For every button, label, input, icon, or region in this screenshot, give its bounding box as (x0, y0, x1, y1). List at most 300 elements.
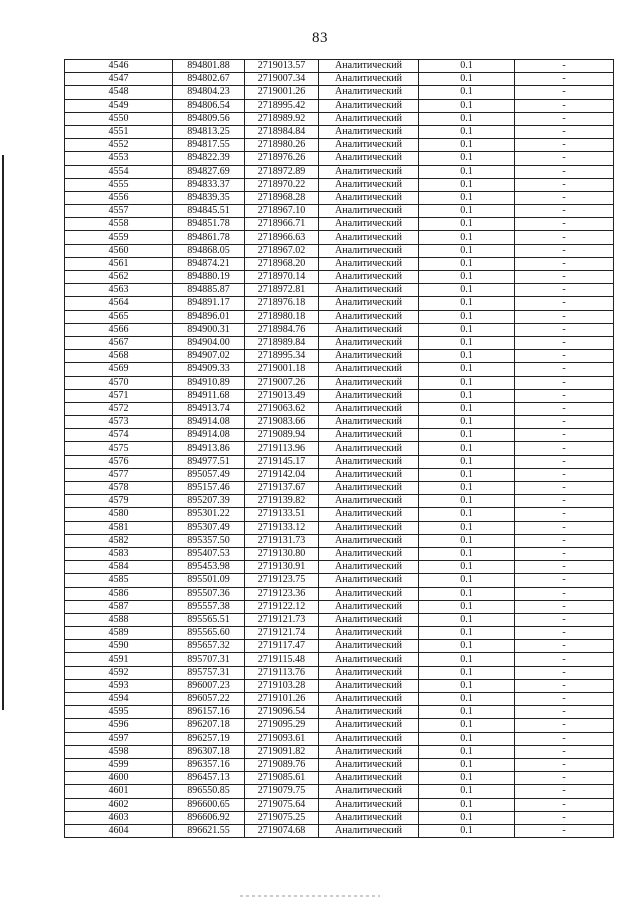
note-cell: - (515, 125, 614, 138)
point-number-cell: 4546 (65, 60, 173, 73)
table-row (65, 627, 614, 640)
point-number-cell: 4597 (65, 732, 173, 745)
method-cell: Аналитический (319, 693, 419, 706)
point-number-cell: 4580 (65, 508, 173, 521)
table-row (65, 323, 614, 336)
x-coordinate-cell: 894907.02 (173, 350, 245, 363)
x-coordinate-cell: 896621.55 (173, 824, 245, 837)
method-cell: Аналитический (319, 798, 419, 811)
accuracy-cell: 0.1 (419, 811, 515, 824)
y-coordinate-cell: 2718976.26 (245, 152, 319, 165)
x-coordinate-cell: 895557.38 (173, 600, 245, 613)
point-number-cell: 4563 (65, 284, 173, 297)
x-coordinate-cell: 894839.35 (173, 191, 245, 204)
point-number-cell: 4583 (65, 547, 173, 560)
method-cell: Аналитический (319, 389, 419, 402)
point-number-cell: 4551 (65, 125, 173, 138)
point-number-cell: 4577 (65, 468, 173, 481)
method-cell: Аналитический (319, 521, 419, 534)
x-coordinate-cell: 894913.86 (173, 442, 245, 455)
method-cell: Аналитический (319, 627, 419, 640)
accuracy-cell: 0.1 (419, 732, 515, 745)
table-row (65, 798, 614, 811)
accuracy-cell: 0.1 (419, 218, 515, 231)
note-cell: - (515, 389, 614, 402)
table-row (65, 679, 614, 692)
note-cell: - (515, 521, 614, 534)
method-cell: Аналитический (319, 587, 419, 600)
point-number-cell: 4601 (65, 785, 173, 798)
note-cell: - (515, 178, 614, 191)
note-cell: - (515, 218, 614, 231)
y-coordinate-cell: 2719117.47 (245, 640, 319, 653)
y-coordinate-cell: 2718980.18 (245, 310, 319, 323)
table-row (65, 191, 614, 204)
x-coordinate-cell: 894891.17 (173, 297, 245, 310)
table-row (65, 758, 614, 771)
table-row (65, 719, 614, 732)
method-cell: Аналитический (319, 402, 419, 415)
accuracy-cell: 0.1 (419, 495, 515, 508)
y-coordinate-cell: 2719001.26 (245, 86, 319, 99)
accuracy-cell: 0.1 (419, 666, 515, 679)
accuracy-cell: 0.1 (419, 402, 515, 415)
note-cell: - (515, 574, 614, 587)
point-number-cell: 4600 (65, 772, 173, 785)
table-row (65, 416, 614, 429)
accuracy-cell: 0.1 (419, 613, 515, 626)
accuracy-cell: 0.1 (419, 165, 515, 178)
method-cell: Аналитический (319, 785, 419, 798)
x-coordinate-cell: 896257.19 (173, 732, 245, 745)
method-cell: Аналитический (319, 257, 419, 270)
table-row (65, 561, 614, 574)
x-coordinate-cell: 894885.87 (173, 284, 245, 297)
point-number-cell: 4581 (65, 521, 173, 534)
y-coordinate-cell: 2719121.74 (245, 627, 319, 640)
y-coordinate-cell: 2719121.73 (245, 613, 319, 626)
y-coordinate-cell: 2719133.51 (245, 508, 319, 521)
point-number-cell: 4602 (65, 798, 173, 811)
table-row (65, 218, 614, 231)
y-coordinate-cell: 2719091.82 (245, 745, 319, 758)
table-row (65, 297, 614, 310)
table-row (65, 86, 614, 99)
x-coordinate-cell: 894977.51 (173, 455, 245, 468)
note-cell: - (515, 416, 614, 429)
x-coordinate-cell: 894817.55 (173, 139, 245, 152)
x-coordinate-cell: 895657.32 (173, 640, 245, 653)
note-cell: - (515, 627, 614, 640)
method-cell: Аналитический (319, 442, 419, 455)
y-coordinate-cell: 2718989.84 (245, 336, 319, 349)
x-coordinate-cell: 894913.74 (173, 402, 245, 415)
table-row (65, 653, 614, 666)
method-cell: Аналитический (319, 363, 419, 376)
accuracy-cell: 0.1 (419, 152, 515, 165)
y-coordinate-cell: 2719001.18 (245, 363, 319, 376)
x-coordinate-cell: 894806.54 (173, 99, 245, 112)
method-cell: Аналитический (319, 824, 419, 837)
point-number-cell: 4588 (65, 613, 173, 626)
method-cell: Аналитический (319, 297, 419, 310)
y-coordinate-cell: 2719075.25 (245, 811, 319, 824)
y-coordinate-cell: 2719131.73 (245, 534, 319, 547)
point-number-cell: 4552 (65, 139, 173, 152)
y-coordinate-cell: 2719113.96 (245, 442, 319, 455)
table-row (65, 389, 614, 402)
table-row (65, 508, 614, 521)
x-coordinate-cell: 894868.05 (173, 244, 245, 257)
accuracy-cell: 0.1 (419, 73, 515, 86)
accuracy-cell: 0.1 (419, 244, 515, 257)
x-coordinate-cell: 894845.51 (173, 205, 245, 218)
method-cell: Аналитический (319, 772, 419, 785)
note-cell: - (515, 561, 614, 574)
note-cell: - (515, 60, 614, 73)
table-row (65, 732, 614, 745)
table-row (65, 125, 614, 138)
accuracy-cell: 0.1 (419, 271, 515, 284)
method-cell: Аналитический (319, 323, 419, 336)
point-number-cell: 4560 (65, 244, 173, 257)
method-cell: Аналитический (319, 125, 419, 138)
y-coordinate-cell: 2719013.57 (245, 60, 319, 73)
point-number-cell: 4550 (65, 112, 173, 125)
point-number-cell: 4565 (65, 310, 173, 323)
y-coordinate-cell: 2719074.68 (245, 824, 319, 837)
method-cell: Аналитический (319, 613, 419, 626)
y-coordinate-cell: 2719083.66 (245, 416, 319, 429)
x-coordinate-cell: 894822.39 (173, 152, 245, 165)
note-cell: - (515, 666, 614, 679)
accuracy-cell: 0.1 (419, 389, 515, 402)
y-coordinate-cell: 2719089.94 (245, 429, 319, 442)
x-coordinate-cell: 896600.65 (173, 798, 245, 811)
accuracy-cell: 0.1 (419, 205, 515, 218)
y-coordinate-cell: 2719113.76 (245, 666, 319, 679)
x-coordinate-cell: 895407.53 (173, 547, 245, 560)
method-cell: Аналитический (319, 455, 419, 468)
page-number: 83 (312, 30, 328, 46)
point-number-cell: 4559 (65, 231, 173, 244)
table-row (65, 587, 614, 600)
table-row (65, 521, 614, 534)
point-number-cell: 4561 (65, 257, 173, 270)
note-cell: - (515, 297, 614, 310)
note-cell: - (515, 679, 614, 692)
method-cell: Аналитический (319, 271, 419, 284)
table-row (65, 574, 614, 587)
point-number-cell: 4593 (65, 679, 173, 692)
accuracy-cell: 0.1 (419, 191, 515, 204)
note-cell: - (515, 231, 614, 244)
table-row (65, 495, 614, 508)
note-cell: - (515, 271, 614, 284)
method-cell: Аналитический (319, 139, 419, 152)
y-coordinate-cell: 2718966.63 (245, 231, 319, 244)
method-cell: Аналитический (319, 205, 419, 218)
method-cell: Аналитический (319, 191, 419, 204)
table-row (65, 152, 614, 165)
method-cell: Аналитический (319, 178, 419, 191)
point-number-cell: 4547 (65, 73, 173, 86)
x-coordinate-cell: 894896.01 (173, 310, 245, 323)
y-coordinate-cell: 2719101.26 (245, 693, 319, 706)
note-cell: - (515, 653, 614, 666)
x-coordinate-cell: 896357.16 (173, 758, 245, 771)
accuracy-cell: 0.1 (419, 587, 515, 600)
method-cell: Аналитический (319, 244, 419, 257)
table-row (65, 613, 614, 626)
method-cell: Аналитический (319, 811, 419, 824)
y-coordinate-cell: 2719095.29 (245, 719, 319, 732)
method-cell: Аналитический (319, 547, 419, 560)
accuracy-cell: 0.1 (419, 125, 515, 138)
note-cell: - (515, 534, 614, 547)
point-number-cell: 4603 (65, 811, 173, 824)
point-number-cell: 4585 (65, 574, 173, 587)
note-cell: - (515, 811, 614, 824)
note-cell: - (515, 205, 614, 218)
y-coordinate-cell: 2719096.54 (245, 706, 319, 719)
x-coordinate-cell: 896550.85 (173, 785, 245, 798)
accuracy-cell: 0.1 (419, 798, 515, 811)
point-number-cell: 4598 (65, 745, 173, 758)
table-row (65, 811, 614, 824)
method-cell: Аналитический (319, 231, 419, 244)
point-number-cell: 4579 (65, 495, 173, 508)
table-row (65, 139, 614, 152)
method-cell: Аналитический (319, 574, 419, 587)
x-coordinate-cell: 894914.08 (173, 429, 245, 442)
x-coordinate-cell: 895707.31 (173, 653, 245, 666)
accuracy-cell: 0.1 (419, 284, 515, 297)
note-cell: - (515, 455, 614, 468)
point-number-cell: 4589 (65, 627, 173, 640)
accuracy-cell: 0.1 (419, 86, 515, 99)
note-cell: - (515, 640, 614, 653)
point-number-cell: 4573 (65, 416, 173, 429)
y-coordinate-cell: 2718967.10 (245, 205, 319, 218)
x-coordinate-cell: 896007.23 (173, 679, 245, 692)
point-number-cell: 4574 (65, 429, 173, 442)
note-cell: - (515, 165, 614, 178)
y-coordinate-cell: 2719103.28 (245, 679, 319, 692)
table-row (65, 600, 614, 613)
note-cell: - (515, 191, 614, 204)
x-coordinate-cell: 895207.39 (173, 495, 245, 508)
y-coordinate-cell: 2719007.34 (245, 73, 319, 86)
y-coordinate-cell: 2719122.12 (245, 600, 319, 613)
accuracy-cell: 0.1 (419, 99, 515, 112)
x-coordinate-cell: 894813.25 (173, 125, 245, 138)
x-coordinate-cell: 894809.56 (173, 112, 245, 125)
y-coordinate-cell: 2719063.62 (245, 402, 319, 415)
note-cell: - (515, 112, 614, 125)
table-row (65, 706, 614, 719)
accuracy-cell: 0.1 (419, 442, 515, 455)
note-cell: - (515, 257, 614, 270)
accuracy-cell: 0.1 (419, 679, 515, 692)
note-cell: - (515, 693, 614, 706)
x-coordinate-cell: 895501.09 (173, 574, 245, 587)
note-cell: - (515, 99, 614, 112)
method-cell: Аналитический (319, 534, 419, 547)
x-coordinate-cell: 894801.88 (173, 60, 245, 73)
note-cell: - (515, 719, 614, 732)
x-coordinate-cell: 895057.49 (173, 468, 245, 481)
accuracy-cell: 0.1 (419, 323, 515, 336)
method-cell: Аналитический (319, 336, 419, 349)
table-row (65, 785, 614, 798)
point-number-cell: 4591 (65, 653, 173, 666)
method-cell: Аналитический (319, 350, 419, 363)
accuracy-cell: 0.1 (419, 455, 515, 468)
point-number-cell: 4584 (65, 561, 173, 574)
note-cell: - (515, 600, 614, 613)
method-cell: Аналитический (319, 508, 419, 521)
y-coordinate-cell: 2718968.20 (245, 257, 319, 270)
point-number-cell: 4592 (65, 666, 173, 679)
accuracy-cell: 0.1 (419, 534, 515, 547)
table-row (65, 640, 614, 653)
accuracy-cell: 0.1 (419, 310, 515, 323)
x-coordinate-cell: 894874.21 (173, 257, 245, 270)
table-row (65, 244, 614, 257)
y-coordinate-cell: 2719139.82 (245, 495, 319, 508)
note-cell: - (515, 86, 614, 99)
table-row (65, 350, 614, 363)
x-coordinate-cell: 896157.16 (173, 706, 245, 719)
x-coordinate-cell: 894900.31 (173, 323, 245, 336)
accuracy-cell: 0.1 (419, 745, 515, 758)
note-cell: - (515, 495, 614, 508)
table-row (65, 693, 614, 706)
x-coordinate-cell: 894802.67 (173, 73, 245, 86)
x-coordinate-cell: 894880.19 (173, 271, 245, 284)
method-cell: Аналитический (319, 679, 419, 692)
accuracy-cell: 0.1 (419, 468, 515, 481)
point-number-cell: 4596 (65, 719, 173, 732)
y-coordinate-cell: 2718968.28 (245, 191, 319, 204)
point-number-cell: 4578 (65, 482, 173, 495)
y-coordinate-cell: 2719013.49 (245, 389, 319, 402)
table-row (65, 666, 614, 679)
note-cell: - (515, 785, 614, 798)
table-row (65, 482, 614, 495)
table-row (65, 547, 614, 560)
point-number-cell: 4553 (65, 152, 173, 165)
x-coordinate-cell: 895357.50 (173, 534, 245, 547)
accuracy-cell: 0.1 (419, 139, 515, 152)
y-coordinate-cell: 2719142.04 (245, 468, 319, 481)
method-cell: Аналитический (319, 376, 419, 389)
method-cell: Аналитический (319, 719, 419, 732)
y-coordinate-cell: 2719007.26 (245, 376, 319, 389)
y-coordinate-cell: 2719123.36 (245, 587, 319, 600)
accuracy-cell: 0.1 (419, 416, 515, 429)
note-cell: - (515, 376, 614, 389)
accuracy-cell: 0.1 (419, 60, 515, 73)
x-coordinate-cell: 895565.51 (173, 613, 245, 626)
table-row (65, 336, 614, 349)
x-coordinate-cell: 895157.46 (173, 482, 245, 495)
method-cell: Аналитический (319, 429, 419, 442)
point-number-cell: 4548 (65, 86, 173, 99)
method-cell: Аналитический (319, 165, 419, 178)
accuracy-cell: 0.1 (419, 719, 515, 732)
point-number-cell: 4564 (65, 297, 173, 310)
x-coordinate-cell: 894914.08 (173, 416, 245, 429)
point-number-cell: 4555 (65, 178, 173, 191)
y-coordinate-cell: 2719137.67 (245, 482, 319, 495)
method-cell: Аналитический (319, 86, 419, 99)
point-number-cell: 4595 (65, 706, 173, 719)
accuracy-cell: 0.1 (419, 521, 515, 534)
method-cell: Аналитический (319, 112, 419, 125)
note-cell: - (515, 508, 614, 521)
note-cell: - (515, 442, 614, 455)
accuracy-cell: 0.1 (419, 640, 515, 653)
accuracy-cell: 0.1 (419, 600, 515, 613)
point-number-cell: 4599 (65, 758, 173, 771)
y-coordinate-cell: 2718972.89 (245, 165, 319, 178)
table-row (65, 376, 614, 389)
x-coordinate-cell: 896457.13 (173, 772, 245, 785)
y-coordinate-cell: 2719085.61 (245, 772, 319, 785)
y-coordinate-cell: 2718970.14 (245, 271, 319, 284)
point-number-cell: 4572 (65, 402, 173, 415)
y-coordinate-cell: 2718984.76 (245, 323, 319, 336)
table-row (65, 205, 614, 218)
accuracy-cell: 0.1 (419, 482, 515, 495)
x-coordinate-cell: 896057.22 (173, 693, 245, 706)
accuracy-cell: 0.1 (419, 231, 515, 244)
note-cell: - (515, 402, 614, 415)
point-number-cell: 4590 (65, 640, 173, 653)
table-row (65, 310, 614, 323)
note-cell: - (515, 139, 614, 152)
y-coordinate-cell: 2718970.22 (245, 178, 319, 191)
table-row (65, 745, 614, 758)
point-number-cell: 4576 (65, 455, 173, 468)
note-cell: - (515, 244, 614, 257)
accuracy-cell: 0.1 (419, 574, 515, 587)
y-coordinate-cell: 2719133.12 (245, 521, 319, 534)
accuracy-cell: 0.1 (419, 627, 515, 640)
accuracy-cell: 0.1 (419, 772, 515, 785)
note-cell: - (515, 73, 614, 86)
accuracy-cell: 0.1 (419, 363, 515, 376)
method-cell: Аналитический (319, 416, 419, 429)
method-cell: Аналитический (319, 706, 419, 719)
table-row (65, 165, 614, 178)
y-coordinate-cell: 2718967.02 (245, 244, 319, 257)
x-coordinate-cell: 896207.18 (173, 719, 245, 732)
table-row (65, 73, 614, 86)
method-cell: Аналитический (319, 745, 419, 758)
method-cell: Аналитический (319, 99, 419, 112)
x-coordinate-cell: 894910.89 (173, 376, 245, 389)
table-row (65, 455, 614, 468)
accuracy-cell: 0.1 (419, 178, 515, 191)
y-coordinate-cell: 2719075.64 (245, 798, 319, 811)
accuracy-cell: 0.1 (419, 706, 515, 719)
note-cell: - (515, 587, 614, 600)
method-cell: Аналитический (319, 495, 419, 508)
note-cell: - (515, 758, 614, 771)
